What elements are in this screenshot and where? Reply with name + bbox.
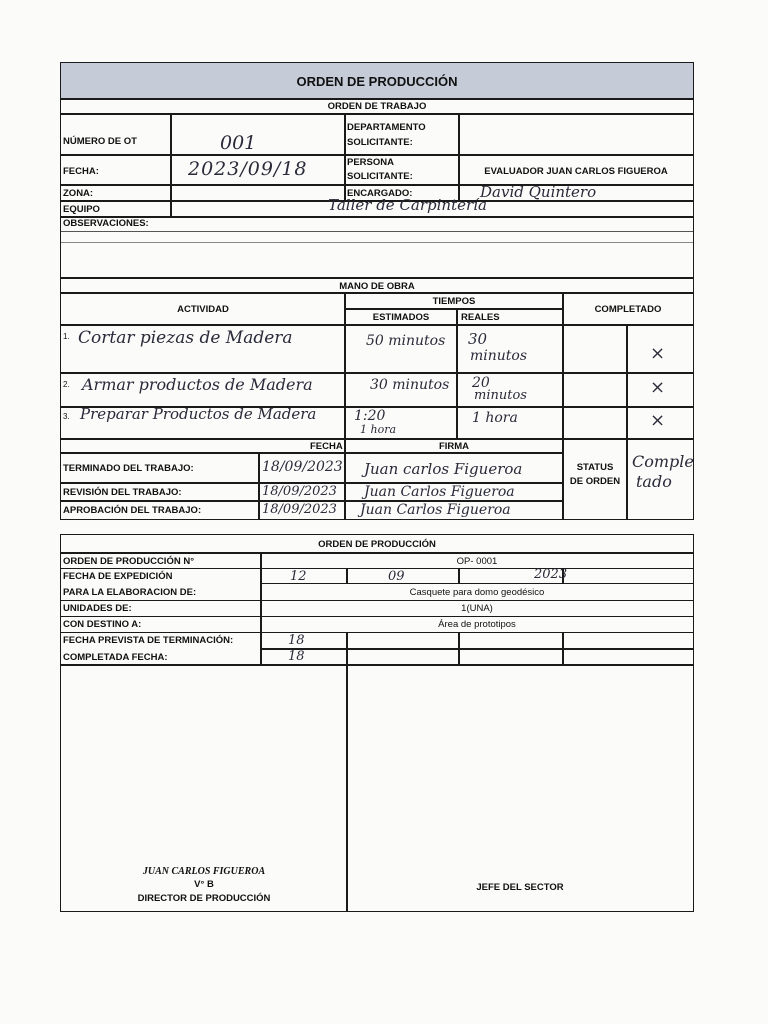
activity-row-2-check: × bbox=[650, 377, 666, 398]
zone-label: ZONA: bbox=[63, 187, 94, 199]
destination-value: Área de prototipos bbox=[438, 618, 516, 630]
activity-row-2-real-2: minutos bbox=[474, 388, 527, 403]
department-label-1: DEPARTAMENTO bbox=[347, 121, 426, 133]
issue-day: 12 bbox=[290, 569, 307, 584]
planned-end-label: FECHA PREVISTA DE TERMINACIÓN: bbox=[63, 634, 234, 646]
completed-date-value: 18 bbox=[288, 649, 305, 664]
activity-row-2-text: Armar productos de Madera bbox=[82, 375, 313, 394]
approval-label: APROBACIÓN DEL TRABAJO: bbox=[63, 504, 202, 516]
activity-row-1-done-left[interactable] bbox=[562, 324, 628, 374]
director-name: JUAN CARLOS FIGUEROA bbox=[142, 866, 266, 877]
review-label: REVISIÓN DEL TRABAJO: bbox=[63, 486, 182, 498]
manager-value: David Quintero bbox=[480, 183, 597, 201]
approval-signature: Juan Carlos Figueroa bbox=[360, 502, 511, 518]
requester-value: EVALUADOR JUAN CARLOS FIGUEROA bbox=[484, 165, 668, 177]
activity-row-3-estimated-1: 1:20 bbox=[354, 408, 386, 424]
signature-column-header: FIRMA bbox=[438, 440, 470, 452]
form-title: ORDEN DE PRODUCCIÓN bbox=[296, 73, 458, 89]
activity-row-1-number: 1. bbox=[63, 331, 70, 341]
review-signature: Juan Carlos Figueroa bbox=[364, 484, 515, 500]
activity-row-2-number: 2. bbox=[63, 379, 70, 389]
units-label: UNIDADES DE: bbox=[63, 602, 132, 614]
activity-row-1-estimated-cell[interactable] bbox=[344, 324, 458, 374]
units-value: 1(UNA) bbox=[461, 602, 493, 614]
completed-date-label: COMPLETADA FECHA: bbox=[63, 651, 168, 663]
real-header: REALES bbox=[461, 311, 500, 323]
activity-header: ACTIVIDAD bbox=[177, 303, 229, 315]
finished-signature: Juan carlos Figueroa bbox=[364, 460, 523, 478]
activity-row-3-real-1: 1 hora bbox=[472, 410, 518, 426]
activity-row-3-number: 3. bbox=[63, 411, 70, 421]
equipment-label: EQUIPO bbox=[63, 203, 100, 215]
issue-extra-cell[interactable] bbox=[562, 568, 694, 584]
labor-title: MANO DE OBRA bbox=[339, 280, 415, 292]
observations-label: OBSERVACIONES: bbox=[63, 217, 149, 229]
completed-header: COMPLETADO bbox=[594, 303, 662, 315]
order-number-value: OP- 0001 bbox=[456, 555, 498, 567]
finished-label: TERMINADO DEL TRABAJO: bbox=[63, 462, 194, 474]
issue-date-label: FECHA DE EXPEDICIÓN bbox=[63, 570, 173, 582]
production-order-form bbox=[60, 534, 694, 912]
activity-row-1-real-1: 30 bbox=[468, 330, 488, 348]
finished-date: 18/09/2023 bbox=[262, 459, 343, 475]
sector-head-signature-box[interactable] bbox=[346, 664, 694, 912]
planned-end-value: 18 bbox=[288, 633, 305, 648]
approval-date: 18/09/2023 bbox=[262, 502, 337, 517]
requester-label-2: SOLICITANTE: bbox=[347, 170, 413, 182]
ot-number-value: 001 bbox=[220, 132, 257, 154]
activity-row-2-done-left[interactable] bbox=[562, 372, 628, 408]
director-title: DIRECTOR DE PRODUCCIÓN bbox=[137, 892, 271, 904]
activity-row-3-estimated-2: 1 hora bbox=[360, 423, 397, 436]
destination-label: CON DESTINO A: bbox=[63, 618, 142, 630]
manager-label: ENCARGADO: bbox=[347, 187, 413, 199]
sector-head-label: JEFE DEL SECTOR bbox=[476, 881, 564, 893]
purpose-value: Casquete para domo geodésico bbox=[409, 586, 545, 598]
issue-year: 2023 bbox=[534, 567, 568, 582]
activity-row-1-real-2: minutos bbox=[470, 348, 528, 364]
issue-month: 09 bbox=[388, 569, 405, 584]
observations-line bbox=[61, 242, 693, 243]
equipment-value: Taller de Carpintería bbox=[328, 196, 487, 214]
status-value-1: Comple bbox=[632, 452, 694, 471]
estimated-header: ESTIMADOS bbox=[372, 311, 430, 323]
production-title: ORDEN DE PRODUCCIÓN bbox=[318, 538, 436, 550]
activity-row-1-estimated: 50 minutos bbox=[366, 333, 446, 349]
status-label-2: DE ORDEN bbox=[569, 475, 621, 487]
date-value: 2023/09/18 bbox=[188, 158, 308, 180]
work-order-title: ORDEN DE TRABAJO bbox=[327, 100, 427, 112]
order-number-label: ORDEN DE PRODUCCIÓN N° bbox=[63, 555, 195, 567]
date-column-header: FECHA bbox=[310, 440, 343, 452]
director-vb: V° B bbox=[194, 878, 214, 890]
work-order-form bbox=[60, 62, 694, 520]
times-header: TIEMPOS bbox=[432, 295, 476, 307]
ot-number-cell[interactable] bbox=[170, 114, 346, 156]
activity-row-2-real-1: 20 bbox=[472, 375, 490, 391]
observations-line bbox=[61, 231, 693, 232]
purpose-label: PARA LA ELABORACION DE: bbox=[63, 586, 197, 598]
department-cell[interactable] bbox=[458, 114, 694, 156]
review-date: 18/09/2023 bbox=[262, 484, 337, 499]
status-value-2: tado bbox=[636, 472, 672, 491]
date-label: FECHA: bbox=[63, 165, 99, 177]
activity-row-3-check: × bbox=[650, 410, 666, 431]
requester-label-1: PERSONA bbox=[347, 156, 394, 168]
activity-row-1-check: × bbox=[650, 343, 666, 364]
department-label-2: SOLICITANTE: bbox=[347, 136, 413, 148]
ot-number-label: NÚMERO DE OT bbox=[63, 135, 137, 147]
activity-row-3-text: Preparar Productos de Madera bbox=[80, 405, 317, 423]
activity-row-3-done-left[interactable] bbox=[562, 406, 628, 440]
status-label-1: STATUS bbox=[576, 461, 614, 473]
activity-row-2-estimated: 30 minutos bbox=[370, 377, 450, 393]
activity-row-1-text: Cortar piezas de Madera bbox=[78, 328, 293, 348]
